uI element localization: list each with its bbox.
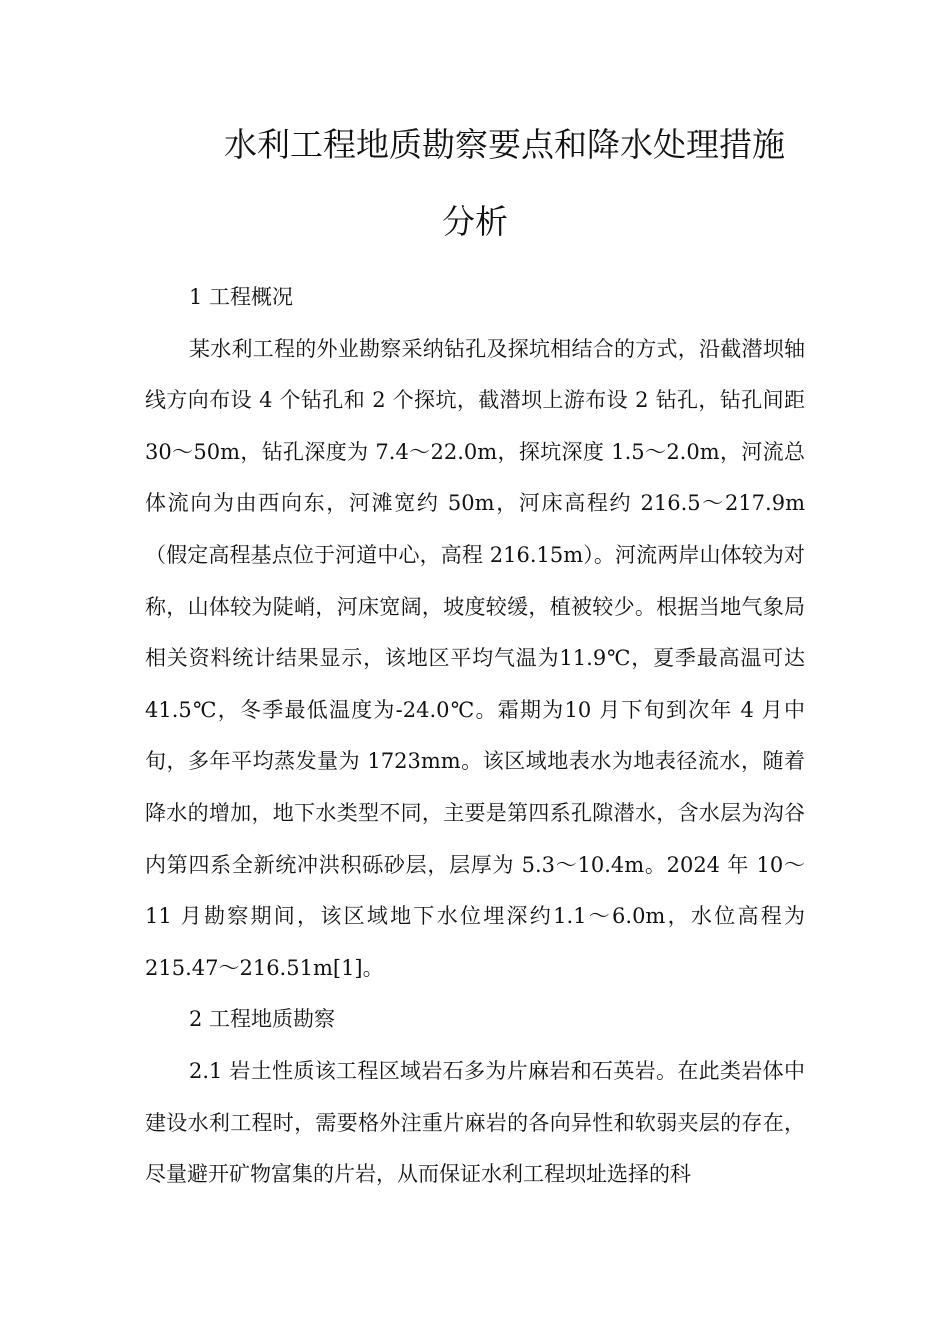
section-paragraph-2: 2.1 岩土性质该工程区域岩石多为片麻岩和石英岩。在此类岩体中建设水利工程时，需要格外注重片麻岩的各向异性和软弱夹层的存在，尽量避开矿物富集的片岩，从而保证水利工程坝址选择的科 [145, 1058, 805, 1187]
section-heading-2: 2 工程地质勘察 [189, 1007, 336, 1032]
document-title-line-2: 分析 [442, 202, 508, 241]
section-paragraph-1: 某水利工程的外业勘察采纳钻孔及探坑相结合的方式，沿截潜坝轴线方向布设 4 个钻孔和 2 个探坑，截潜坝上游布设 2 钻孔，钻孔间距 30～50m，钻孔深度为 7.4～22.0m，探坑深度 1.5～2.0m，河流总体流向为由西向东，河滩宽约 50m，河床高程约 216.5～217.9m（假定高程基点位于河道中心，高程 216.15m）。河流两岸山体较为对称，山体较为陡峭，河床宽阔，坡度较缓，植被较少。根据当地气象局相关资料统计结果显示，该地区平均气温为11.9℃，夏季最高温可达 41.5℃，冬季最低温度为-24.0℃。霜期为10 月下旬到次年 4 月中旬，多年平均蒸发量为 1723mm。该区域地表水为地表径流水，随着降水的增加，地下水类型不同，主要是第四系孔隙潜水，含水层为沟谷内第四系全新统冲洪积砾砂层，层厚为 5.3～10.4m。2024 年 10～11 月勘察期间，该区域地下水位埋深约1.1～6.0m，水位高程为 215.47～216.51m[1]。 [145, 336, 805, 980]
document-title-line-1: 水利工程地质勘察要点和降水处理措施 [224, 125, 785, 164]
document-body [145, 272, 805, 1201]
section-heading-1: 1 工程概况 [189, 285, 294, 309]
